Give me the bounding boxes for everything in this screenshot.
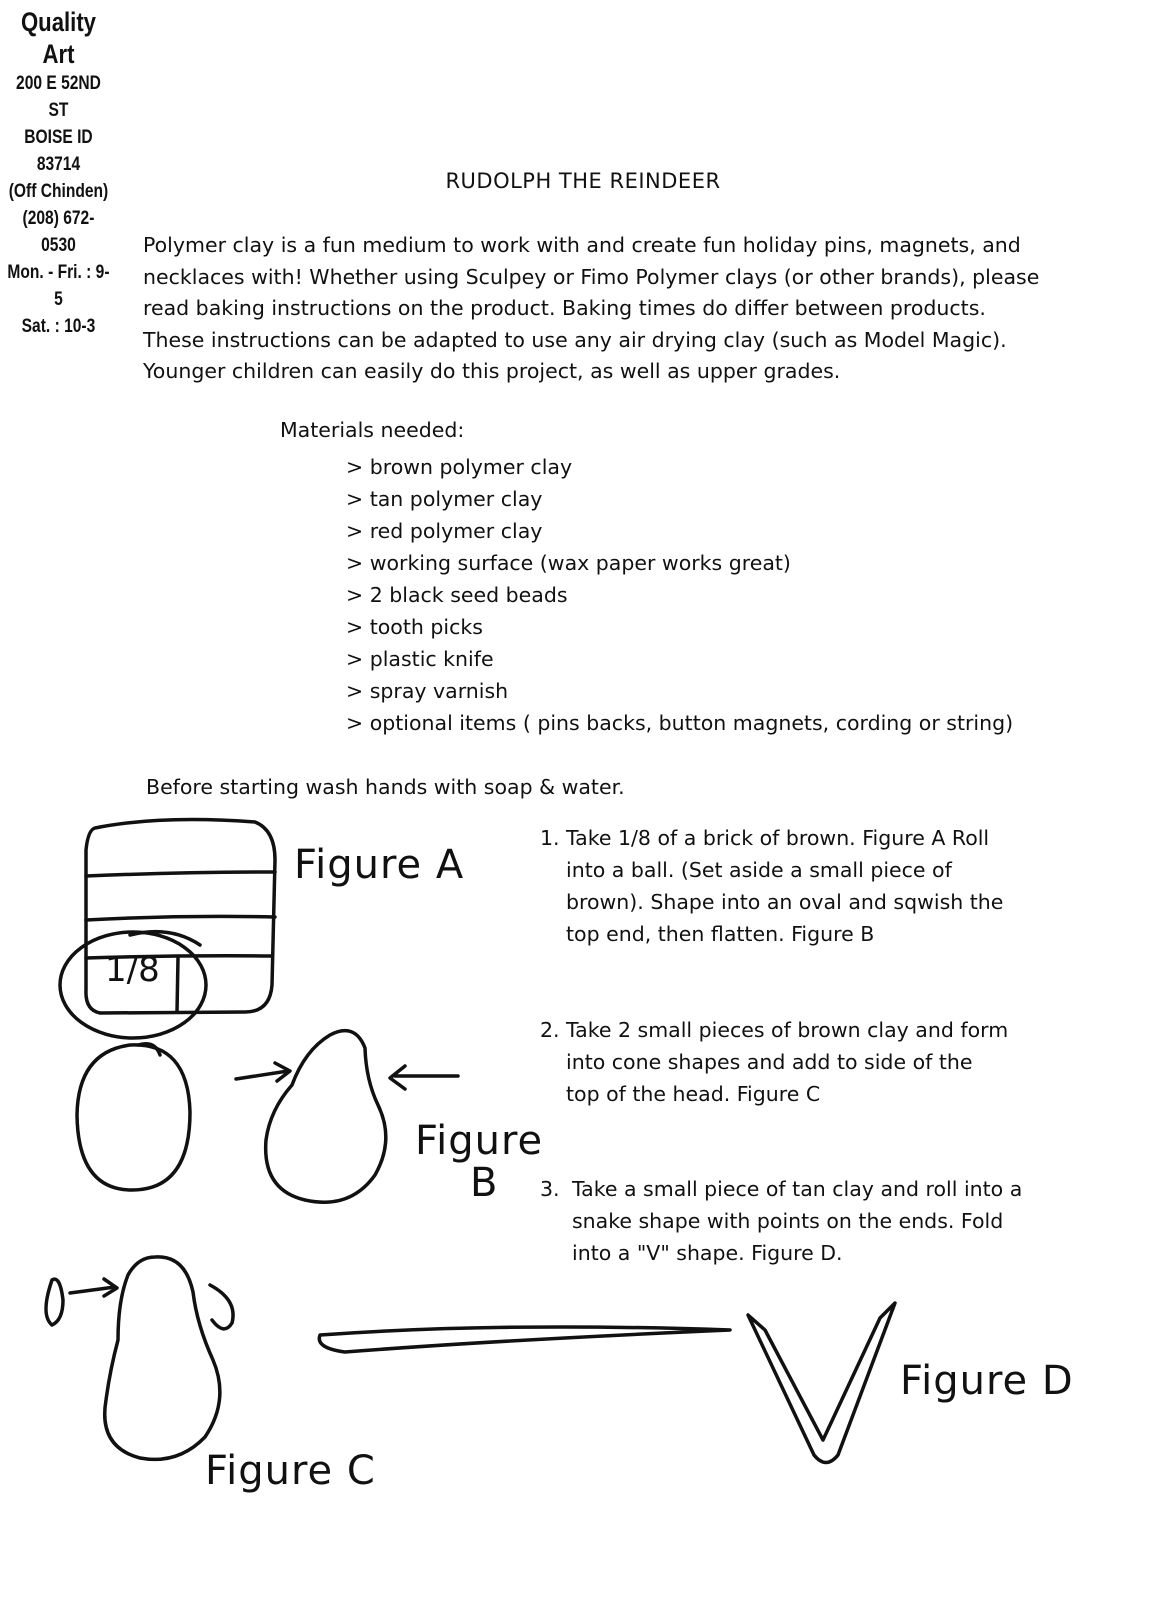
list-item: > tan polymer clay (346, 483, 1013, 515)
step-number: 1. (540, 826, 560, 850)
step-text: Take 1/8 of a brick of brown. Figure A Roll into a ball. (Set aside a small piece of brown). Shape into an oval and sqwish the top end, then flatten. Figure B (566, 826, 1004, 946)
step-text: Take a small piece of tan clay and roll into a snake shape with points on the ends. Fold into a "V" shape. Figure D. (572, 1177, 1023, 1265)
list-item: > working surface (wax paper works great) (346, 547, 1013, 579)
materials-heading: Materials needed: (280, 418, 465, 442)
step-text: Take 2 small pieces of brown clay and form into cone shapes and add to side of the top of the head. Figure C (566, 1018, 1009, 1106)
store-name: Quality Art (20, 7, 97, 69)
figure-a-brick-drawing (60, 820, 275, 1038)
figure-b-label-top: Figure (415, 1118, 544, 1164)
figure-b-drawing (77, 1031, 458, 1203)
fraction-label: 1/8 (105, 950, 160, 990)
figure-c-label: Figure C (205, 1448, 376, 1494)
figure-d-label: Figure D (900, 1358, 1074, 1404)
intro-text: Polymer clay is a fun medium to work with and create fun holiday pins, magnets, and necklaces with! Whether using Sculpey or Fimo Polymer clays (or other brands), please read baking instructions on the product. Baking times do differ between products. These instructions can be adapted to use any air drying clay (such as Model Magic). Younger children can easily do this project, as well as upper grades. (143, 233, 1040, 383)
list-item: > spray varnish (346, 675, 1013, 707)
list-item: > tooth picks (346, 611, 1013, 643)
figure-b-label-bottom: B (470, 1160, 499, 1206)
figure-c-drawing (46, 1257, 233, 1460)
list-item: > optional items ( pins backs, button magnets, cording or string) (346, 707, 1013, 739)
list-item: > red polymer clay (346, 515, 1013, 547)
store-city: BOISE ID 83714 (24, 127, 93, 175)
snake-shape-drawing (319, 1327, 730, 1352)
page-title: RUDOLPH THE REINDEER (445, 169, 721, 193)
store-phone: (208) 672-0530 (22, 208, 95, 256)
store-hours-saturday: Sat. : 10-3 (21, 316, 96, 337)
list-item: > 2 black seed beads (346, 579, 1013, 611)
store-address: 200 E 52ND ST (16, 73, 101, 121)
store-location-note: (Off Chinden) (8, 181, 109, 202)
prewash-note: Before starting wash hands with soap & water. (146, 775, 625, 799)
step-number: 2. (540, 1018, 560, 1042)
figure-d-v-drawing (748, 1303, 895, 1463)
figure-a-label: Figure A (294, 842, 465, 888)
store-hours-weekday: Mon. - Fri. : 9-5 (7, 262, 110, 310)
list-item: > plastic knife (346, 643, 1013, 675)
list-item: > brown polymer clay (346, 451, 1013, 483)
step-number: 3. (540, 1177, 560, 1201)
